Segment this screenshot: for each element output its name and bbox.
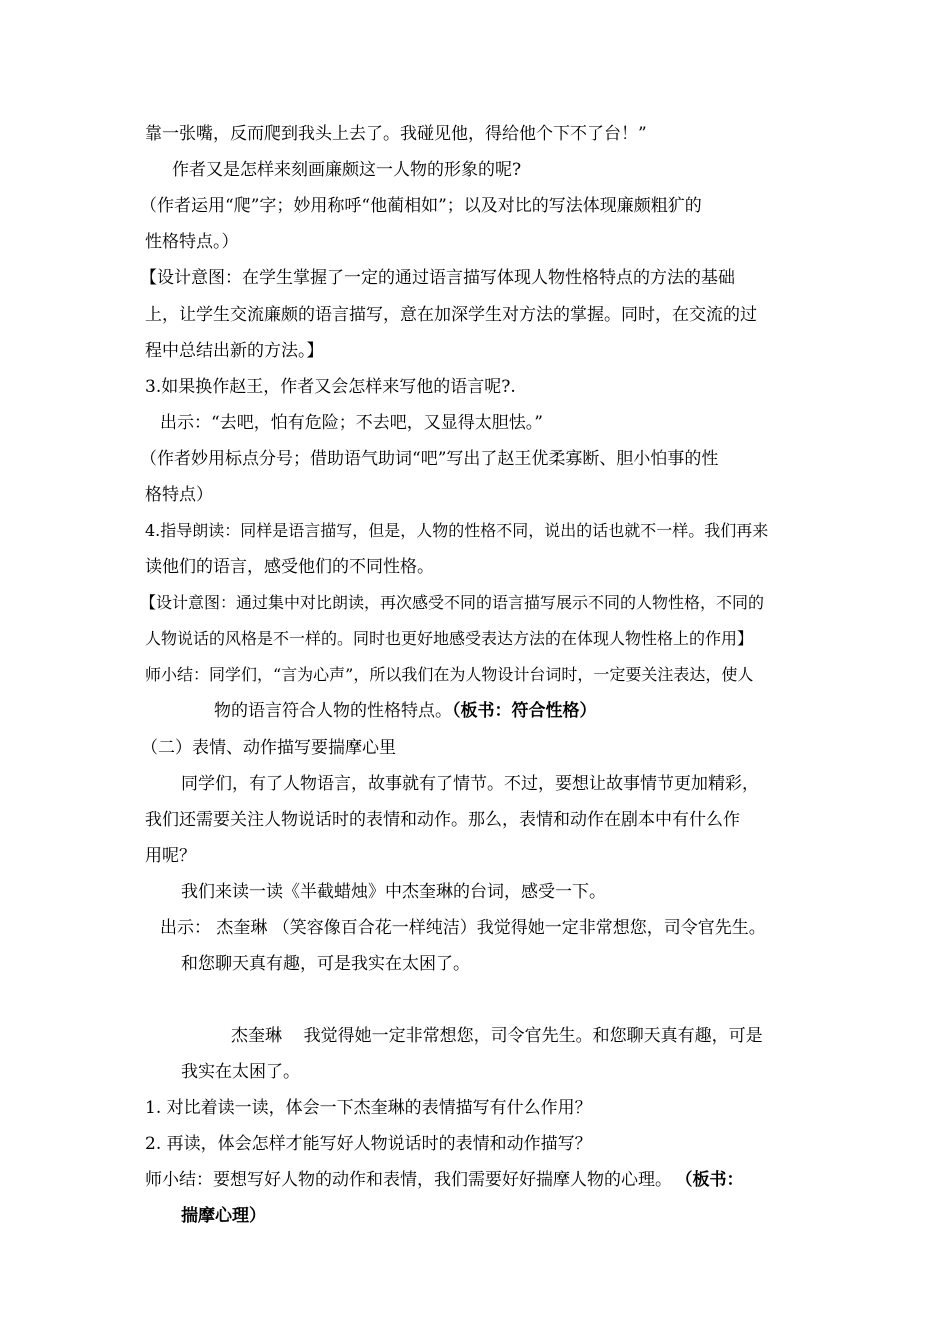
- design-intent-line: 程中总结出新的方法。】: [145, 341, 324, 361]
- body-line: 我们还需要关注人物说话时的表情和动作。那么，表情和动作在剧本中有什么作: [145, 810, 740, 830]
- section-heading: （二）表情、动作描写要揣摩心里: [141, 738, 396, 758]
- quote-line: 我实在太困了。: [181, 1062, 300, 1082]
- numbered-item: 3.如果换作赵王，作者又会怎样来写他的语言呢?.: [145, 377, 516, 397]
- summary-line: [214, 700, 597, 722]
- board-note: （板书：: [684, 1170, 744, 1190]
- numbered-item: 4.指导朗读：同样是语言描写，但是，人物的性格不同，说出的话也就不一样。我们再来: [145, 521, 769, 540]
- quote-line: 出示： 杰奎琳 （笑容像百合花一样纯洁）我觉得她一定非常想您，司令官先生。: [160, 918, 766, 938]
- summary-line: 师小结：同学们，“言为心声”，所以我们在为人物设计台词时，一定要关注表达，使人: [145, 665, 754, 684]
- analysis-line: 格特点）: [145, 485, 213, 505]
- quote-line: 出示：“去吧，怕有危险；不去吧，又显得太胆怯。”: [160, 413, 543, 433]
- board-note: （板书：符合性格）: [452, 701, 597, 721]
- numbered-question: 2. 再读，体会怎样才能写好人物说话时的表情和动作描写？: [145, 1134, 592, 1154]
- design-intent-line: 【设计意图：通过集中对比朗读，再次感受不同的语言描写展示不同的人物性格，不同的: [140, 593, 765, 612]
- analysis-line: 性格特点。）: [145, 232, 239, 252]
- design-intent-line: 人物说话的风格是不一样的。同时也更好地感受表达方法的在体现人物性格上的作用】: [145, 629, 754, 648]
- body-line: 同学们，有了人物语言，故事就有了情节。不过，要想让故事情节更加精彩，: [181, 774, 759, 794]
- quote-line: 和您聊天真有趣，可是我实在太困了。: [181, 954, 470, 974]
- dialogue-line: 靠一张嘴，反而爬到我头上去了。我碰见他，得给他个下不了台！”: [145, 124, 647, 144]
- summary-line: [145, 1169, 744, 1191]
- summary-text: 师小结：要想写好人物的动作和表情，我们需要好好揣摩人物的心理。: [145, 1170, 672, 1190]
- numbered-question: 1. 对比着读一读，体会一下杰奎琳的表情描写有什么作用？: [145, 1098, 592, 1118]
- analysis-line: （作者运用“爬”字；妙用称呼“他蔺相如”；以及对比的写法体现廉颇粗犷的: [140, 196, 702, 216]
- design-intent-line: 上，让学生交流廉颇的语言描写，意在加深学生对方法的掌握。同时，在交流的过: [145, 305, 757, 325]
- body-line: 读他们的语言，感受他们的不同性格。: [145, 557, 434, 577]
- board-note: 揣摩心理）: [181, 1206, 266, 1226]
- question-line: 作者又是怎样来刻画廉颇这一人物的形象的呢?: [172, 160, 522, 180]
- design-intent-line: 【设计意图：在学生掌握了一定的通过语言描写体现人物性格特点的方法的基础: [140, 268, 735, 288]
- quote-line: 杰奎琳 我觉得她一定非常想您，司令官先生。和您聊天真有趣，可是: [231, 1026, 763, 1046]
- analysis-line: （作者妙用标点分号；借助语气助词“吧”写出了赵王优柔寡断、胆小怕事的性: [140, 449, 719, 469]
- body-line: 用呢？: [145, 846, 196, 866]
- summary-text: 物的语言符合人物的性格特点。: [214, 701, 452, 721]
- body-line: 我们来读一读《半截蜡烛》中杰奎琳的台词，感受一下。: [181, 882, 606, 902]
